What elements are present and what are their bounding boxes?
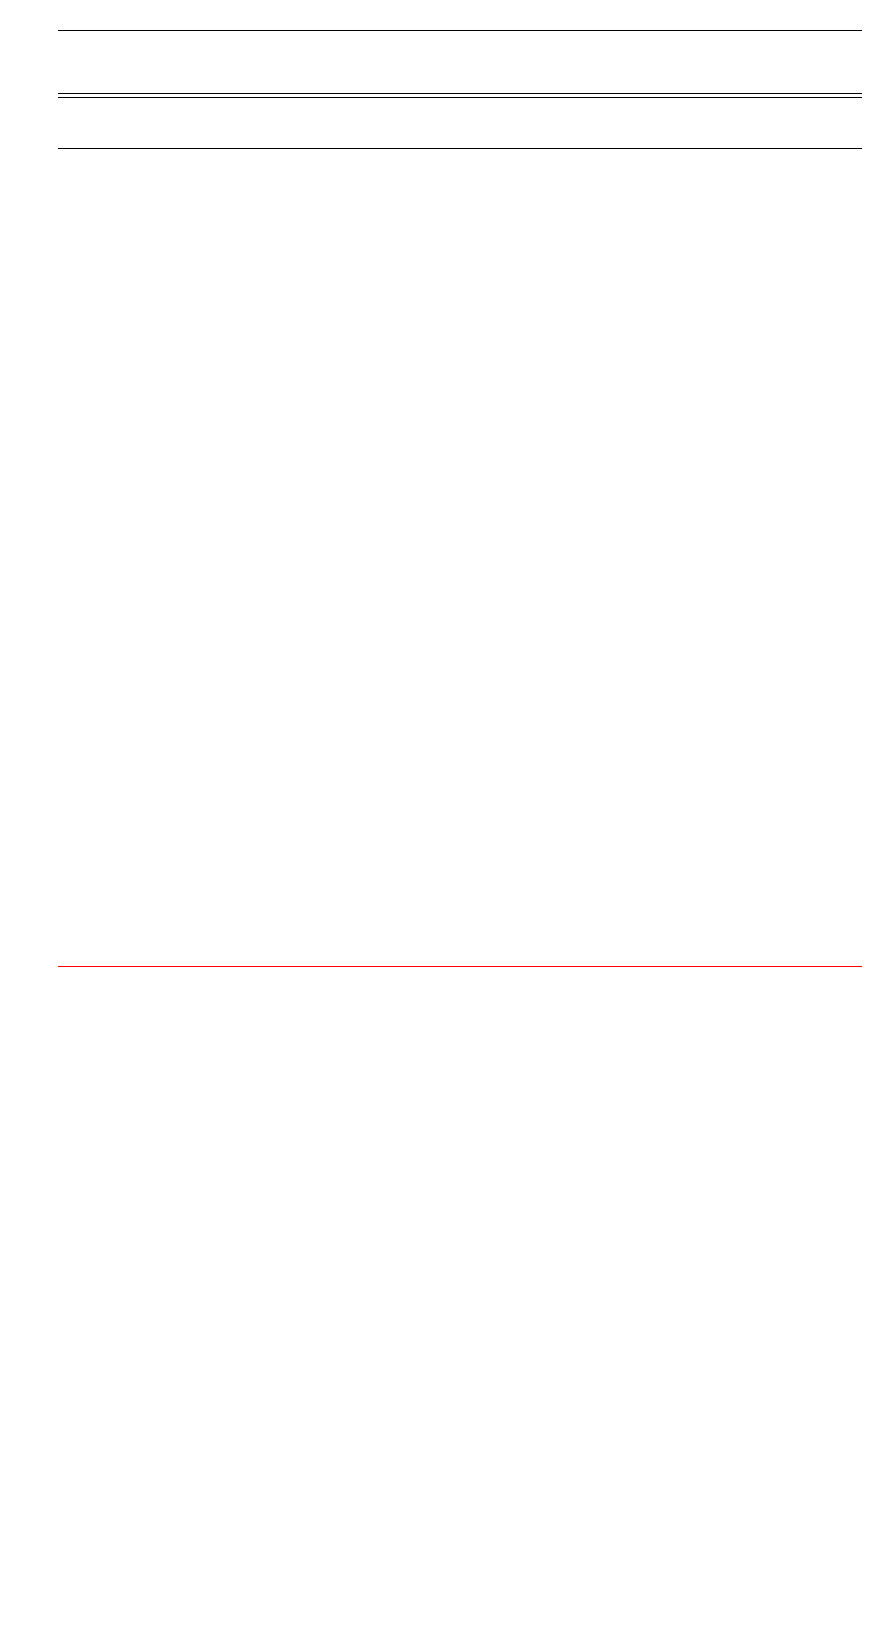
dgv-unknown-line	[58, 148, 862, 149]
cytoband-line-top	[58, 93, 862, 94]
dgv-loss-line	[58, 966, 862, 967]
cytoband-line-bottom	[58, 97, 862, 98]
ruler-line	[58, 30, 862, 31]
